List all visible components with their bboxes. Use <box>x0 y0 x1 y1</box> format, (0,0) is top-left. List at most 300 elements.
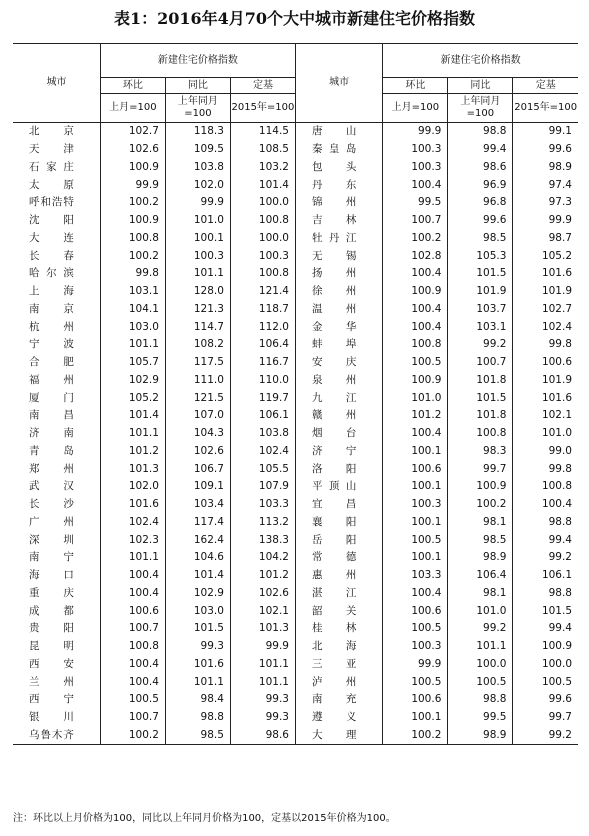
fixed-base-value: 103.2 <box>230 159 295 177</box>
yoy-value: 101.5 <box>448 389 513 407</box>
mom-value: 100.2 <box>100 194 165 212</box>
yoy-value: 101.8 <box>448 407 513 425</box>
mom-value: 100.9 <box>383 283 448 301</box>
city-name: 锦州 <box>295 194 382 212</box>
yoy-value: 101.0 <box>448 602 513 620</box>
header-yoy-left: 同比 <box>165 78 230 94</box>
city-name: 扬州 <box>295 265 382 283</box>
city-name: 长春 <box>29 249 74 262</box>
yoy-value: 100.2 <box>448 496 513 514</box>
mom-value: 100.6 <box>383 602 448 620</box>
fixed-base-value: 99.4 <box>513 620 578 638</box>
city-name: 遵义 <box>295 709 382 727</box>
fixed-base-value: 105.5 <box>230 460 295 478</box>
mom-value: 100.5 <box>100 691 165 709</box>
fixed-base-value: 101.1 <box>230 673 295 691</box>
yoy-value: 99.5 <box>448 709 513 727</box>
fixed-base-value: 100.3 <box>230 247 295 265</box>
header-base-mom-right: 上月=100 <box>383 94 448 123</box>
table-row <box>13 620 578 638</box>
yoy-value: 98.4 <box>165 691 230 709</box>
header-yoy-right: 同比 <box>448 78 513 94</box>
fixed-base-value: 101.5 <box>513 602 578 620</box>
yoy-value: 162.4 <box>165 531 230 549</box>
fixed-base-value: 99.6 <box>513 141 578 159</box>
mom-value: 100.3 <box>383 141 448 159</box>
mom-value: 101.1 <box>100 549 165 567</box>
city-name: 合肥 <box>29 356 74 369</box>
mom-value: 100.1 <box>383 514 448 532</box>
table-body <box>13 123 578 745</box>
header-mom-right: 环比 <box>383 78 448 94</box>
yoy-value: 105.3 <box>448 247 513 265</box>
yoy-value: 103.4 <box>165 496 230 514</box>
mom-value: 100.6 <box>383 691 448 709</box>
city-name: 济宁 <box>295 443 382 461</box>
yoy-value: 100.5 <box>448 673 513 691</box>
city-name: 湛江 <box>295 585 382 603</box>
yoy-value: 99.9 <box>165 194 230 212</box>
city-name: 惠州 <box>295 567 382 585</box>
header-city-right: 城市 <box>295 44 382 123</box>
mom-value: 100.5 <box>383 673 448 691</box>
fixed-base-value: 112.0 <box>230 318 295 336</box>
fixed-base-value: 102.6 <box>230 585 295 603</box>
city-name: 兰州 <box>29 675 74 688</box>
city-name: 安庆 <box>295 354 382 372</box>
yoy-value: 101.6 <box>165 656 230 674</box>
city-name: 石家庄 <box>29 160 74 173</box>
mom-value: 100.9 <box>100 159 165 177</box>
fixed-base-value: 106.4 <box>230 336 295 354</box>
table-row <box>13 443 578 461</box>
mom-value: 100.1 <box>383 478 448 496</box>
fixed-base-value: 99.9 <box>230 638 295 656</box>
city-name: 厦门 <box>29 391 74 404</box>
yoy-value: 107.0 <box>165 407 230 425</box>
fixed-base-value: 100.0 <box>513 656 578 674</box>
city-name: 贵阳 <box>29 622 74 635</box>
fixed-base-value: 99.3 <box>230 691 295 709</box>
fixed-base-value: 102.1 <box>513 407 578 425</box>
yoy-value: 99.4 <box>448 141 513 159</box>
mom-value: 100.7 <box>383 212 448 230</box>
table-row <box>13 283 578 301</box>
table-row <box>13 496 578 514</box>
fixed-base-value: 102.1 <box>230 602 295 620</box>
city-name: 北京 <box>29 125 74 138</box>
fixed-base-value: 138.3 <box>230 531 295 549</box>
table-row <box>13 159 578 177</box>
mom-value: 100.6 <box>383 460 448 478</box>
fixed-base-value: 97.4 <box>513 176 578 194</box>
yoy-value: 101.1 <box>165 673 230 691</box>
city-name: 银川 <box>29 711 74 724</box>
yoy-value: 117.5 <box>165 354 230 372</box>
table-row <box>13 585 578 603</box>
city-name: 蚌埠 <box>295 336 382 354</box>
mom-value: 101.4 <box>100 407 165 425</box>
table-row <box>13 372 578 390</box>
yoy-value: 98.1 <box>448 585 513 603</box>
fixed-base-value: 101.3 <box>230 620 295 638</box>
table-row <box>13 354 578 372</box>
mom-value: 105.2 <box>100 389 165 407</box>
yoy-value: 100.7 <box>448 354 513 372</box>
yoy-value: 96.8 <box>448 194 513 212</box>
yoy-value: 99.2 <box>448 620 513 638</box>
yoy-value: 101.4 <box>165 567 230 585</box>
city-name: 西宁 <box>29 693 74 706</box>
city-name: 西安 <box>29 657 74 670</box>
city-name: 无锡 <box>295 247 382 265</box>
yoy-value: 109.5 <box>165 141 230 159</box>
mom-value: 102.8 <box>383 247 448 265</box>
city-name: 深圳 <box>29 533 74 546</box>
mom-value: 100.1 <box>383 709 448 727</box>
yoy-value: 101.8 <box>448 372 513 390</box>
city-name: 岳阳 <box>295 531 382 549</box>
table-row <box>13 691 578 709</box>
mom-value: 100.4 <box>100 656 165 674</box>
fixed-base-value: 108.5 <box>230 141 295 159</box>
mom-value: 102.3 <box>100 531 165 549</box>
table-row <box>13 549 578 567</box>
city-name: 牡丹江 <box>295 230 382 248</box>
table-row <box>13 212 578 230</box>
yoy-value: 106.7 <box>165 460 230 478</box>
city-name: 烟台 <box>295 425 382 443</box>
fixed-base-value: 105.2 <box>513 247 578 265</box>
price-index-table <box>13 43 578 745</box>
city-name: 南充 <box>295 691 382 709</box>
city-name: 重庆 <box>29 586 74 599</box>
mom-value: 103.1 <box>100 283 165 301</box>
table-row <box>13 247 578 265</box>
yoy-value: 102.6 <box>165 443 230 461</box>
fixed-base-value: 99.0 <box>513 443 578 461</box>
city-name: 秦皇岛 <box>295 141 382 159</box>
mom-value: 101.2 <box>383 407 448 425</box>
yoy-value: 98.1 <box>448 514 513 532</box>
yoy-value: 109.1 <box>165 478 230 496</box>
table-row <box>13 194 578 212</box>
yoy-value: 98.9 <box>448 727 513 745</box>
yoy-value: 117.4 <box>165 514 230 532</box>
city-name: 南京 <box>29 302 74 315</box>
city-name: 郑州 <box>29 462 74 475</box>
city-name: 桂林 <box>295 620 382 638</box>
mom-value: 101.0 <box>383 389 448 407</box>
city-name: 南宁 <box>29 551 74 564</box>
mom-value: 100.6 <box>100 602 165 620</box>
fixed-base-value: 100.4 <box>513 496 578 514</box>
city-name: 沈阳 <box>29 214 74 227</box>
mom-value: 100.2 <box>100 247 165 265</box>
yoy-value: 98.3 <box>448 443 513 461</box>
mom-value: 100.1 <box>383 443 448 461</box>
city-name: 杭州 <box>29 320 74 333</box>
table-row <box>13 460 578 478</box>
yoy-value: 103.0 <box>165 602 230 620</box>
yoy-value: 100.9 <box>448 478 513 496</box>
fixed-base-value: 101.0 <box>513 425 578 443</box>
mom-value: 100.4 <box>100 673 165 691</box>
fixed-base-value: 99.8 <box>513 460 578 478</box>
mom-value: 100.4 <box>383 425 448 443</box>
city-name: 赣州 <box>295 407 382 425</box>
yoy-value: 98.9 <box>448 549 513 567</box>
fixed-base-value: 100.0 <box>230 194 295 212</box>
fixed-base-value: 102.4 <box>513 318 578 336</box>
fixed-base-value: 114.5 <box>230 123 295 141</box>
fixed-base-value: 103.8 <box>230 425 295 443</box>
city-name: 福州 <box>29 373 74 386</box>
yoy-value: 106.4 <box>448 567 513 585</box>
fixed-base-value: 102.4 <box>230 443 295 461</box>
yoy-value: 100.1 <box>165 230 230 248</box>
mom-value: 101.1 <box>100 425 165 443</box>
city-name: 洛阳 <box>295 460 382 478</box>
fixed-base-value: 98.8 <box>513 585 578 603</box>
city-name: 北海 <box>295 638 382 656</box>
fixed-base-value: 100.0 <box>230 230 295 248</box>
mom-value: 99.9 <box>383 656 448 674</box>
table-row <box>13 265 578 283</box>
mom-value: 101.1 <box>100 336 165 354</box>
fixed-base-value: 99.3 <box>230 709 295 727</box>
fixed-base-value: 98.6 <box>230 727 295 745</box>
yoy-value: 102.0 <box>165 176 230 194</box>
mom-value: 100.3 <box>383 159 448 177</box>
header-base-fixed-left: 2015年=100 <box>230 94 295 123</box>
header-base-mom-left: 上月=100 <box>100 94 165 123</box>
table-row <box>13 425 578 443</box>
mom-value: 102.0 <box>100 478 165 496</box>
fixed-base-value: 99.2 <box>513 727 578 745</box>
mom-value: 99.8 <box>100 265 165 283</box>
city-name: 泸州 <box>295 673 382 691</box>
fixed-base-value: 110.0 <box>230 372 295 390</box>
yoy-value: 101.5 <box>165 620 230 638</box>
table-row <box>13 567 578 585</box>
mom-value: 100.4 <box>383 265 448 283</box>
mom-value: 105.7 <box>100 354 165 372</box>
fixed-base-value: 99.6 <box>513 691 578 709</box>
fixed-base-value: 106.1 <box>230 407 295 425</box>
city-name: 宁波 <box>29 338 74 351</box>
mom-value: 100.2 <box>383 230 448 248</box>
fixed-base-value: 100.8 <box>230 265 295 283</box>
yoy-value: 101.5 <box>448 265 513 283</box>
city-name: 徐州 <box>295 283 382 301</box>
table-row <box>13 389 578 407</box>
yoy-value: 99.2 <box>448 336 513 354</box>
table-row <box>13 727 578 745</box>
yoy-value: 100.3 <box>165 247 230 265</box>
fixed-base-value: 104.2 <box>230 549 295 567</box>
city-name: 广州 <box>29 515 74 528</box>
mom-value: 100.3 <box>383 496 448 514</box>
city-name: 南昌 <box>29 409 74 422</box>
fixed-base-value: 102.7 <box>513 301 578 319</box>
header-city-left: 城市 <box>13 44 100 123</box>
fixed-base-value: 100.8 <box>513 478 578 496</box>
mom-value: 103.0 <box>100 318 165 336</box>
mom-value: 100.8 <box>100 230 165 248</box>
fixed-base-value: 118.7 <box>230 301 295 319</box>
yoy-value: 98.8 <box>448 691 513 709</box>
header-group-right: 新建住宅价格指数 <box>383 44 578 78</box>
footnote: 注：环比以上月价格为100，同比以上年同月价格为100，定基以2015年价格为100。 <box>13 813 396 824</box>
mom-value: 102.9 <box>100 372 165 390</box>
city-name: 长沙 <box>29 498 74 511</box>
yoy-value: 103.7 <box>448 301 513 319</box>
yoy-value: 98.5 <box>165 727 230 745</box>
fixed-base-value: 107.9 <box>230 478 295 496</box>
table-row <box>13 709 578 727</box>
fixed-base-value: 101.9 <box>513 372 578 390</box>
header-fixed-right: 定基 <box>513 78 578 94</box>
mom-value: 104.1 <box>100 301 165 319</box>
mom-value: 101.3 <box>100 460 165 478</box>
mom-value: 100.4 <box>383 176 448 194</box>
table-row <box>13 230 578 248</box>
mom-value: 100.4 <box>100 585 165 603</box>
yoy-value: 98.5 <box>448 531 513 549</box>
city-name: 天津 <box>29 143 74 156</box>
yoy-value: 101.0 <box>165 212 230 230</box>
mom-value: 102.6 <box>100 141 165 159</box>
table-title: 表1：2016年4月70个大中城市新建住宅价格指数 <box>113 9 476 28</box>
yoy-value: 99.7 <box>448 460 513 478</box>
fixed-base-value: 101.1 <box>230 656 295 674</box>
city-name: 成都 <box>29 604 74 617</box>
table-row <box>13 318 578 336</box>
city-name: 温州 <box>295 301 382 319</box>
yoy-value: 101.1 <box>165 265 230 283</box>
city-name: 九江 <box>295 389 382 407</box>
yoy-value: 100.8 <box>448 425 513 443</box>
fixed-base-value: 119.7 <box>230 389 295 407</box>
city-name: 泉州 <box>295 372 382 390</box>
city-name: 上海 <box>29 285 74 298</box>
yoy-value: 98.6 <box>448 159 513 177</box>
fixed-base-value: 98.9 <box>513 159 578 177</box>
yoy-value: 101.1 <box>448 638 513 656</box>
fixed-base-value: 101.6 <box>513 389 578 407</box>
city-name: 襄阳 <box>295 514 382 532</box>
yoy-value: 104.3 <box>165 425 230 443</box>
city-name: 青岛 <box>29 444 74 457</box>
mom-value: 100.9 <box>100 212 165 230</box>
table-row <box>13 673 578 691</box>
yoy-value: 96.9 <box>448 176 513 194</box>
mom-value: 99.9 <box>100 176 165 194</box>
mom-value: 100.2 <box>100 727 165 745</box>
fixed-base-value: 99.8 <box>513 336 578 354</box>
header-base-yoy-left: 上年同月=100 <box>165 94 230 123</box>
city-name: 太原 <box>29 178 74 191</box>
mom-value: 100.1 <box>383 549 448 567</box>
mom-value: 103.3 <box>383 567 448 585</box>
mom-value: 101.2 <box>100 443 165 461</box>
yoy-value: 108.2 <box>165 336 230 354</box>
fixed-base-value: 101.9 <box>513 283 578 301</box>
mom-value: 100.4 <box>100 567 165 585</box>
fixed-base-value: 113.2 <box>230 514 295 532</box>
city-name: 吉林 <box>295 212 382 230</box>
yoy-value: 98.5 <box>448 230 513 248</box>
table-row <box>13 656 578 674</box>
fixed-base-value: 100.5 <box>513 673 578 691</box>
mom-value: 100.3 <box>383 638 448 656</box>
yoy-value: 121.5 <box>165 389 230 407</box>
header-group-left: 新建住宅价格指数 <box>100 44 295 78</box>
table-row <box>13 638 578 656</box>
yoy-value: 102.9 <box>165 585 230 603</box>
yoy-value: 100.0 <box>448 656 513 674</box>
table-row <box>13 478 578 496</box>
header-base-fixed-right: 2015年=100 <box>513 94 578 123</box>
header-mom-left: 环比 <box>100 78 165 94</box>
yoy-value: 111.0 <box>165 372 230 390</box>
fixed-base-value: 100.8 <box>230 212 295 230</box>
mom-value: 100.9 <box>383 372 448 390</box>
mom-value: 99.9 <box>383 123 448 141</box>
table-row <box>13 336 578 354</box>
yoy-value: 118.3 <box>165 123 230 141</box>
fixed-base-value: 101.2 <box>230 567 295 585</box>
mom-value: 100.5 <box>383 620 448 638</box>
fixed-base-value: 98.8 <box>513 514 578 532</box>
fixed-base-value: 106.1 <box>513 567 578 585</box>
yoy-value: 121.3 <box>165 301 230 319</box>
fixed-base-value: 116.7 <box>230 354 295 372</box>
fixed-base-value: 103.3 <box>230 496 295 514</box>
city-name: 三亚 <box>295 656 382 674</box>
yoy-value: 114.7 <box>165 318 230 336</box>
mom-value: 100.4 <box>383 301 448 319</box>
fixed-base-value: 99.1 <box>513 123 578 141</box>
mom-value: 100.2 <box>383 727 448 745</box>
city-name: 乌鲁木齐 <box>13 727 100 745</box>
city-name: 大理 <box>295 727 382 745</box>
yoy-value: 104.6 <box>165 549 230 567</box>
header-fixed-left: 定基 <box>230 78 295 94</box>
table-row <box>13 407 578 425</box>
mom-value: 102.7 <box>100 123 165 141</box>
table-row <box>13 176 578 194</box>
yoy-value: 101.9 <box>448 283 513 301</box>
fixed-base-value: 97.3 <box>513 194 578 212</box>
fixed-base-value: 98.7 <box>513 230 578 248</box>
yoy-value: 98.8 <box>448 123 513 141</box>
city-name: 韶关 <box>295 602 382 620</box>
mom-value: 100.4 <box>383 585 448 603</box>
yoy-value: 128.0 <box>165 283 230 301</box>
fixed-base-value: 121.4 <box>230 283 295 301</box>
fixed-base-value: 101.6 <box>513 265 578 283</box>
yoy-value: 103.1 <box>448 318 513 336</box>
fixed-base-value: 101.4 <box>230 176 295 194</box>
fixed-base-value: 100.6 <box>513 354 578 372</box>
city-name: 海口 <box>29 569 74 582</box>
table-row <box>13 123 578 141</box>
fixed-base-value: 100.9 <box>513 638 578 656</box>
mom-value: 100.4 <box>383 318 448 336</box>
city-name: 丹东 <box>295 176 382 194</box>
